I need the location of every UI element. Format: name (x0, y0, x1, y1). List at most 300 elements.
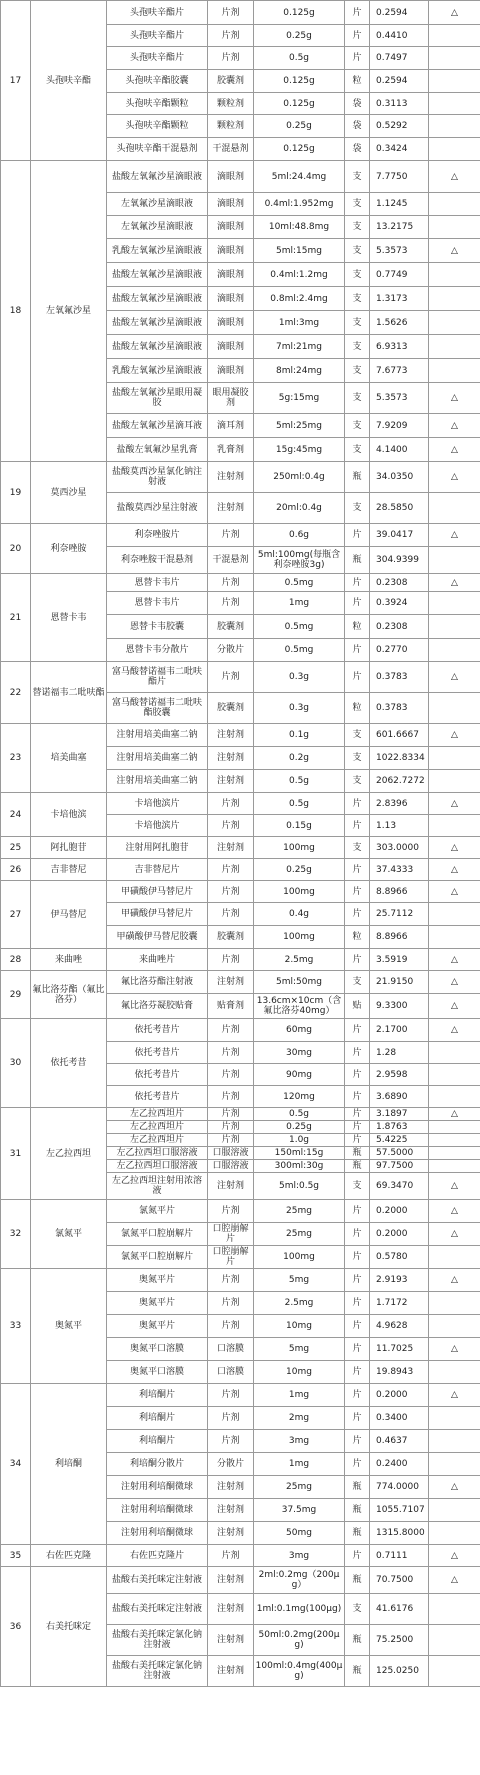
unit-cell: 瓶 (345, 1476, 370, 1499)
product-name-cell: 恩替卡韦片 (107, 592, 208, 615)
mark-cell (429, 1042, 480, 1064)
price-cell: 41.6176 (370, 1594, 429, 1625)
price-cell: 0.2000 (370, 1200, 429, 1223)
dosage-form-cell: 注射剂 (208, 462, 254, 493)
product-name-cell: 注射用培美曲塞二钠 (107, 747, 208, 770)
table-row (1, 793, 480, 815)
spec-cell: 3mg (254, 1545, 345, 1567)
product-name-cell: 乳酸左氧氟沙星滴眼液 (107, 239, 208, 263)
dosage-form-cell: 口溶膜 (208, 1338, 254, 1361)
spec-cell: 0.3g (254, 693, 345, 724)
table-row (1, 1384, 480, 1407)
unit-cell: 片 (345, 47, 370, 70)
unit-cell: 片 (345, 1453, 370, 1476)
spec-cell: 0.5mg (254, 574, 345, 592)
table-row (1, 662, 480, 693)
unit-cell: 瓶 (345, 1160, 370, 1173)
group-number-cell: 27 (1, 881, 31, 949)
spec-cell: 5ml:24.4mg (254, 161, 345, 193)
price-cell: 2.1700 (370, 1019, 429, 1042)
price-cell: 97.7500 (370, 1160, 429, 1173)
unit-cell: 片 (345, 949, 370, 971)
spec-cell: 250ml:0.4g (254, 462, 345, 493)
price-cell: 1.7172 (370, 1292, 429, 1315)
dosage-form-cell: 片剂 (208, 793, 254, 815)
spec-cell: 0.5mg (254, 639, 345, 662)
product-name-cell: 注射用利培酮微球 (107, 1499, 208, 1522)
unit-cell: 支 (345, 1594, 370, 1625)
spec-cell: 10mg (254, 1361, 345, 1384)
price-cell: 0.2308 (370, 574, 429, 592)
price-cell: 1.3173 (370, 287, 429, 311)
mark-cell (429, 1522, 480, 1545)
group-number-cell: 34 (1, 1384, 31, 1545)
mark-cell (429, 547, 480, 574)
product-name-cell: 盐酸右美托咪定氯化钠注射液 (107, 1656, 208, 1687)
mark-cell: △ (429, 524, 480, 547)
dosage-form-cell: 注射剂 (208, 770, 254, 793)
price-cell: 0.7497 (370, 47, 429, 70)
unit-cell: 片 (345, 1223, 370, 1246)
group-number-cell: 26 (1, 859, 31, 881)
spec-cell: 5mg (254, 1338, 345, 1361)
mark-cell (429, 1625, 480, 1656)
mark-cell (429, 1315, 480, 1338)
mark-cell (429, 25, 480, 47)
mark-cell (429, 287, 480, 311)
dosage-form-cell: 片剂 (208, 815, 254, 837)
price-cell: 3.6890 (370, 1086, 429, 1108)
price-cell: 0.2594 (370, 70, 429, 93)
product-name-cell: 利培酮片 (107, 1430, 208, 1453)
unit-cell: 支 (345, 971, 370, 994)
product-name-cell: 盐酸左氧氟沙星滴耳液 (107, 414, 208, 438)
dosage-form-cell: 口服溶液 (208, 1160, 254, 1173)
product-name-cell: 利培酮片 (107, 1384, 208, 1407)
dosage-form-cell: 滴眼剂 (208, 216, 254, 239)
spec-cell: 0.5g (254, 793, 345, 815)
group-number-cell: 35 (1, 1545, 31, 1567)
price-cell: 0.2000 (370, 1384, 429, 1407)
table-row (1, 1108, 480, 1121)
dosage-form-cell: 片剂 (208, 1430, 254, 1453)
generic-name-cell: 依托考昔 (31, 1019, 107, 1108)
spec-cell: 90mg (254, 1064, 345, 1086)
spec-cell: 37.5mg (254, 1499, 345, 1522)
dosage-form-cell: 注射剂 (208, 1625, 254, 1656)
dosage-form-cell: 贴膏剂 (208, 994, 254, 1019)
price-cell: 8.8966 (370, 926, 429, 949)
spec-cell: 0.5g (254, 47, 345, 70)
spec-cell: 15g:45mg (254, 438, 345, 462)
group-number-cell: 31 (1, 1108, 31, 1200)
group-number-cell: 17 (1, 1, 31, 161)
unit-cell: 支 (345, 161, 370, 193)
mark-cell: △ (429, 438, 480, 462)
dosage-form-cell: 片剂 (208, 1019, 254, 1042)
price-cell: 5.3573 (370, 239, 429, 263)
mark-cell: △ (429, 1173, 480, 1200)
dosage-form-cell: 胶囊剂 (208, 70, 254, 93)
product-name-cell: 头孢呋辛酯颗粒 (107, 93, 208, 115)
unit-cell: 片 (345, 1384, 370, 1407)
table-row (1, 524, 480, 547)
unit-cell: 贴 (345, 994, 370, 1019)
product-name-cell: 利培酮片 (107, 1407, 208, 1430)
unit-cell: 支 (345, 837, 370, 859)
dosage-form-cell: 注射剂 (208, 1567, 254, 1594)
price-cell: 4.1400 (370, 438, 429, 462)
spec-cell: 5ml:50mg (254, 971, 345, 994)
mark-cell (429, 193, 480, 216)
unit-cell: 支 (345, 239, 370, 263)
dosage-form-cell: 片剂 (208, 1086, 254, 1108)
price-cell: 1055.7107 (370, 1499, 429, 1522)
unit-cell: 瓶 (345, 1567, 370, 1594)
price-cell: 7.6773 (370, 359, 429, 383)
price-cell: 0.3924 (370, 592, 429, 615)
unit-cell: 片 (345, 1338, 370, 1361)
dosage-form-cell: 片剂 (208, 592, 254, 615)
table-row (1, 1200, 480, 1223)
dosage-form-cell: 颗粒剂 (208, 93, 254, 115)
unit-cell: 瓶 (345, 1499, 370, 1522)
dosage-form-cell: 分散片 (208, 639, 254, 662)
product-name-cell: 恩替卡韦片 (107, 574, 208, 592)
unit-cell: 瓶 (345, 1625, 370, 1656)
dosage-form-cell: 片剂 (208, 1, 254, 25)
spec-cell: 0.25g (254, 1121, 345, 1134)
price-cell: 0.2400 (370, 1453, 429, 1476)
generic-name-cell: 右美托咪定 (31, 1567, 107, 1687)
table-row (1, 1019, 480, 1042)
spec-cell: 3mg (254, 1430, 345, 1453)
unit-cell: 支 (345, 383, 370, 414)
product-name-cell: 盐酸左氧氟沙星滴眼液 (107, 311, 208, 335)
mark-cell (429, 263, 480, 287)
mark-cell (429, 138, 480, 161)
mark-cell: △ (429, 1, 480, 25)
spec-cell: 0.8ml:2.4mg (254, 287, 345, 311)
mark-cell (429, 1361, 480, 1384)
spec-cell: 0.4ml:1.952mg (254, 193, 345, 216)
unit-cell: 袋 (345, 115, 370, 138)
price-cell: 2.9193 (370, 1269, 429, 1292)
product-name-cell: 奥氮平片 (107, 1315, 208, 1338)
unit-cell: 支 (345, 438, 370, 462)
mark-cell (429, 115, 480, 138)
price-cell: 0.2594 (370, 1, 429, 25)
dosage-form-cell: 片剂 (208, 1108, 254, 1121)
generic-name-cell: 氯氮平 (31, 1200, 107, 1269)
mark-cell (429, 1086, 480, 1108)
spec-cell: 20ml:0.4g (254, 493, 345, 524)
product-name-cell: 注射用利培酮微球 (107, 1476, 208, 1499)
product-name-cell: 卡培他滨片 (107, 793, 208, 815)
spec-cell: 100ml:0.4mg(400μg) (254, 1656, 345, 1687)
mark-cell: △ (429, 949, 480, 971)
spec-cell: 1mg (254, 1384, 345, 1407)
table-row (1, 859, 480, 881)
price-cell: 0.5780 (370, 1246, 429, 1269)
group-number-cell: 19 (1, 462, 31, 524)
group-number-cell: 25 (1, 837, 31, 859)
spec-cell: 0.6g (254, 524, 345, 547)
spec-cell: 2ml:0.2mg（200μg） (254, 1567, 345, 1594)
price-cell: 57.5000 (370, 1147, 429, 1160)
mark-cell (429, 1134, 480, 1147)
group-number-cell: 36 (1, 1567, 31, 1687)
dosage-form-cell: 片剂 (208, 1269, 254, 1292)
spec-cell: 0.125g (254, 93, 345, 115)
product-name-cell: 盐酸莫西沙星注射液 (107, 493, 208, 524)
dosage-form-cell: 片剂 (208, 524, 254, 547)
product-name-cell: 奥氮平口溶膜 (107, 1361, 208, 1384)
spec-cell: 120mg (254, 1086, 345, 1108)
group-number-cell: 28 (1, 949, 31, 971)
dosage-form-cell: 乳膏剂 (208, 438, 254, 462)
group-number-cell: 24 (1, 793, 31, 837)
unit-cell: 片 (345, 815, 370, 837)
mark-cell: △ (429, 1200, 480, 1223)
mark-cell: △ (429, 994, 480, 1019)
price-cell: 2.8396 (370, 793, 429, 815)
price-cell: 4.9628 (370, 1315, 429, 1338)
mark-cell: △ (429, 1476, 480, 1499)
group-number-cell: 18 (1, 161, 31, 462)
dosage-form-cell: 注射剂 (208, 1499, 254, 1522)
mark-cell: △ (429, 881, 480, 903)
price-cell: 1.1245 (370, 193, 429, 216)
price-cell: 28.5850 (370, 493, 429, 524)
mark-cell (429, 1453, 480, 1476)
price-cell: 3.5919 (370, 949, 429, 971)
product-name-cell: 左乙拉西坦片 (107, 1108, 208, 1121)
product-name-cell: 氯氮平口腔崩解片 (107, 1223, 208, 1246)
spec-cell: 25mg (254, 1476, 345, 1499)
product-name-cell: 恩替卡韦分散片 (107, 639, 208, 662)
mark-cell (429, 903, 480, 926)
table-row (1, 1269, 480, 1292)
price-cell: 0.5292 (370, 115, 429, 138)
mark-cell (429, 1147, 480, 1160)
unit-cell: 瓶 (345, 1656, 370, 1687)
price-cell: 3.1897 (370, 1108, 429, 1121)
price-cell: 1.5626 (370, 311, 429, 335)
price-cell: 0.3783 (370, 662, 429, 693)
unit-cell: 片 (345, 1430, 370, 1453)
spec-cell: 0.15g (254, 815, 345, 837)
price-cell: 304.9399 (370, 547, 429, 574)
product-name-cell: 富马酸替诺福韦二吡呋酯胶囊 (107, 693, 208, 724)
table-row (1, 1545, 480, 1567)
unit-cell: 片 (345, 662, 370, 693)
dosage-form-cell: 注射剂 (208, 1173, 254, 1200)
spec-cell: 5ml:0.5g (254, 1173, 345, 1200)
mark-cell (429, 1064, 480, 1086)
product-name-cell: 盐酸莫西沙星氯化钠注射液 (107, 462, 208, 493)
spec-cell: 60mg (254, 1019, 345, 1042)
dosage-form-cell: 片剂 (208, 574, 254, 592)
price-cell: 1.28 (370, 1042, 429, 1064)
product-name-cell: 奥氮平口溶膜 (107, 1338, 208, 1361)
mark-cell: △ (429, 1108, 480, 1121)
unit-cell: 片 (345, 1134, 370, 1147)
unit-cell: 片 (345, 1246, 370, 1269)
spec-cell: 1ml:0.1mg(100μg) (254, 1594, 345, 1625)
product-name-cell: 注射用阿扎胞苷 (107, 837, 208, 859)
dosage-form-cell: 胶囊剂 (208, 693, 254, 724)
spec-cell: 5ml:25mg (254, 414, 345, 438)
dosage-form-cell: 片剂 (208, 1134, 254, 1147)
group-number-cell: 30 (1, 1019, 31, 1108)
generic-name-cell: 阿扎胞苷 (31, 837, 107, 859)
product-name-cell: 盐酸右美托咪定注射液 (107, 1594, 208, 1625)
generic-name-cell: 右佐匹克隆 (31, 1545, 107, 1567)
product-name-cell: 盐酸左氧氟沙星滴眼液 (107, 161, 208, 193)
product-name-cell: 甲磺酸伊马替尼片 (107, 881, 208, 903)
product-name-cell: 盐酸左氧氟沙星滴眼液 (107, 335, 208, 359)
product-name-cell: 依托考昔片 (107, 1042, 208, 1064)
product-name-cell: 甲磺酸伊马替尼胶囊 (107, 926, 208, 949)
generic-name-cell: 恩替卡韦 (31, 574, 107, 662)
mark-cell: △ (429, 724, 480, 747)
price-cell: 6.9313 (370, 335, 429, 359)
price-cell: 1.13 (370, 815, 429, 837)
table-row (1, 837, 480, 859)
table-row (1, 161, 480, 193)
unit-cell: 片 (345, 1361, 370, 1384)
dosage-form-cell: 片剂 (208, 1315, 254, 1338)
spec-cell: 1mg (254, 1453, 345, 1476)
price-cell: 19.8943 (370, 1361, 429, 1384)
spec-cell: 0.125g (254, 70, 345, 93)
spec-cell: 0.4ml:1.2mg (254, 263, 345, 287)
product-name-cell: 富马酸替诺福韦二吡呋酯片 (107, 662, 208, 693)
dosage-form-cell: 口溶膜 (208, 1361, 254, 1384)
unit-cell: 片 (345, 1108, 370, 1121)
dosage-form-cell: 滴眼剂 (208, 287, 254, 311)
unit-cell: 支 (345, 493, 370, 524)
mark-cell: △ (429, 1019, 480, 1042)
product-name-cell: 盐酸左氧氟沙星乳膏 (107, 438, 208, 462)
product-name-cell: 依托考昔片 (107, 1019, 208, 1042)
spec-cell: 300ml:30g (254, 1160, 345, 1173)
dosage-form-cell: 颗粒剂 (208, 115, 254, 138)
product-name-cell: 氟比洛芬酯注射液 (107, 971, 208, 994)
group-number-cell: 29 (1, 971, 31, 1019)
spec-cell: 0.5g (254, 770, 345, 793)
dosage-form-cell: 滴耳剂 (208, 414, 254, 438)
price-cell: 601.6667 (370, 724, 429, 747)
mark-cell: △ (429, 161, 480, 193)
product-name-cell: 奥氮平片 (107, 1269, 208, 1292)
product-name-cell: 盐酸右美托咪定氯化钠注射液 (107, 1625, 208, 1656)
spec-cell: 8ml:24mg (254, 359, 345, 383)
price-cell: 75.2500 (370, 1625, 429, 1656)
spec-cell: 0.5g (254, 1108, 345, 1121)
dosage-form-cell: 滴眼剂 (208, 239, 254, 263)
product-name-cell: 左乙拉西坦口服溶液 (107, 1160, 208, 1173)
price-cell: 0.3400 (370, 1407, 429, 1430)
unit-cell: 片 (345, 793, 370, 815)
spec-cell: 100mg (254, 1246, 345, 1269)
price-cell: 69.3470 (370, 1173, 429, 1200)
dosage-form-cell: 干混悬剂 (208, 547, 254, 574)
unit-cell: 粒 (345, 70, 370, 93)
table-row (1, 881, 480, 903)
dosage-form-cell: 注射剂 (208, 837, 254, 859)
price-cell: 13.2175 (370, 216, 429, 239)
spec-cell: 0.3g (254, 662, 345, 693)
unit-cell: 片 (345, 1, 370, 25)
generic-name-cell: 伊马替尼 (31, 881, 107, 949)
spec-cell: 0.4g (254, 903, 345, 926)
unit-cell: 支 (345, 335, 370, 359)
group-number-cell: 32 (1, 1200, 31, 1269)
product-name-cell: 来曲唑片 (107, 949, 208, 971)
mark-cell (429, 1246, 480, 1269)
dosage-form-cell: 片剂 (208, 25, 254, 47)
spec-cell: 10ml:48.8mg (254, 216, 345, 239)
price-cell: 0.3783 (370, 693, 429, 724)
mark-cell (429, 815, 480, 837)
mark-cell (429, 1292, 480, 1315)
product-name-cell: 头孢呋辛酯胶囊 (107, 70, 208, 93)
product-name-cell: 依托考昔片 (107, 1086, 208, 1108)
price-cell: 5.4225 (370, 1134, 429, 1147)
table-row (1, 724, 480, 747)
product-name-cell: 利奈唑胺干混悬剂 (107, 547, 208, 574)
dosage-form-cell: 滴眼剂 (208, 359, 254, 383)
product-name-cell: 恩替卡韦胶囊 (107, 615, 208, 639)
unit-cell: 瓶 (345, 1522, 370, 1545)
dosage-form-cell: 分散片 (208, 1453, 254, 1476)
unit-cell: 粒 (345, 615, 370, 639)
price-cell: 9.3300 (370, 994, 429, 1019)
table-row (1, 1567, 480, 1594)
unit-cell: 瓶 (345, 547, 370, 574)
generic-name-cell: 替诺福韦二吡呋酯 (31, 662, 107, 724)
dosage-form-cell: 口腔崩解片 (208, 1223, 254, 1246)
mark-cell: △ (429, 1269, 480, 1292)
mark-cell (429, 1594, 480, 1625)
generic-name-cell: 利培酮 (31, 1384, 107, 1545)
mark-cell (429, 1430, 480, 1453)
mark-cell (429, 335, 480, 359)
unit-cell: 支 (345, 193, 370, 216)
mark-cell: △ (429, 462, 480, 493)
mark-cell (429, 359, 480, 383)
generic-name-cell: 氟比洛芬酯（氟比洛芬） (31, 971, 107, 1019)
unit-cell: 片 (345, 592, 370, 615)
mark-cell (429, 1656, 480, 1687)
spec-cell: 1.0g (254, 1134, 345, 1147)
product-name-cell: 注射用培美曲塞二钠 (107, 724, 208, 747)
dosage-form-cell: 滴眼剂 (208, 335, 254, 359)
product-name-cell: 头孢呋辛酯干混悬剂 (107, 138, 208, 161)
group-number-cell: 21 (1, 574, 31, 662)
product-name-cell: 利培酮分散片 (107, 1453, 208, 1476)
mark-cell: △ (429, 1545, 480, 1567)
unit-cell: 片 (345, 903, 370, 926)
mark-cell (429, 1121, 480, 1134)
price-cell: 39.0417 (370, 524, 429, 547)
spec-cell: 0.2g (254, 747, 345, 770)
mark-cell (429, 615, 480, 639)
unit-cell: 片 (345, 881, 370, 903)
dosage-form-cell: 注射剂 (208, 1522, 254, 1545)
